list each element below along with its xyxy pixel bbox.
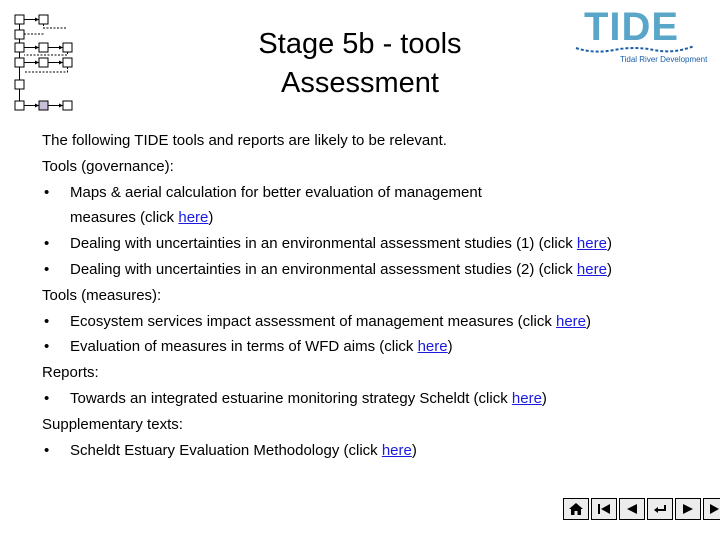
slide-navigation [563,498,720,520]
first-slide-button[interactable] [591,498,617,520]
here-link[interactable]: here [556,312,587,330]
logo-tagline: Tidal River Development [620,55,708,64]
return-button[interactable] [647,498,673,520]
last-slide-icon [708,502,720,516]
slide-title [200,25,520,103]
home-icon [568,502,584,516]
last-slide-button[interactable] [703,498,720,520]
previous-button[interactable] [619,498,645,520]
here-link[interactable]: here [576,235,607,253]
bullet: • [44,389,50,407]
list-item: • Scheldt Estuary Evaluation Methodology (click here) [42,438,702,464]
here-link[interactable]: here [381,441,412,459]
list-item: • Maps & aerial calculation for better evaluation of management [42,180,702,206]
list-item: • Ecosystem services impact assessment of management measures (click here) [42,309,702,335]
list-item-continuation: measures (click here) [70,209,214,227]
bullet: • [44,235,50,253]
section-heading: Tools (governance): [42,157,174,175]
list-item: • Dealing with uncertainties in an environmental assessment studies (1) (click here) [42,231,702,257]
first-slide-icon [596,502,612,516]
bullet: • [44,183,50,201]
return-icon [652,502,668,516]
slide-body [42,128,702,463]
intro-text: The following TIDE tools and reports are likely to be relevant. [42,132,447,149]
next-button[interactable] [675,498,701,520]
section-heading: Supplementary texts: [42,415,183,433]
section-heading: Reports: [42,364,99,382]
logo-wordmark: TIDE [584,5,680,49]
list-item: • Evaluation of measures in terms of WFD aims (click here) [42,334,702,360]
list-item: • Dealing with uncertainties in an environmental assessment studies (2) (click here) [42,257,702,283]
list-item: • Towards an integrated estuarine monitoring strategy Scheldt (click here) [42,386,702,412]
previous-icon [624,502,640,516]
title-line-2: Assessment [281,67,439,99]
here-link[interactable]: here [576,260,607,278]
home-button[interactable] [563,498,589,520]
next-icon [680,502,696,516]
here-link[interactable]: here [417,338,448,356]
tide-logo [574,4,720,66]
stage-flow-diagram [0,0,90,120]
title-line-1: Stage 5b - tools [258,28,462,60]
bullet: • [44,260,50,278]
here-link[interactable]: here [511,389,542,407]
here-link[interactable]: here [178,209,209,227]
bullet: • [44,338,50,356]
section-heading: Tools (measures): [42,286,162,304]
bullet: • [44,441,50,459]
bullet: • [44,312,50,330]
